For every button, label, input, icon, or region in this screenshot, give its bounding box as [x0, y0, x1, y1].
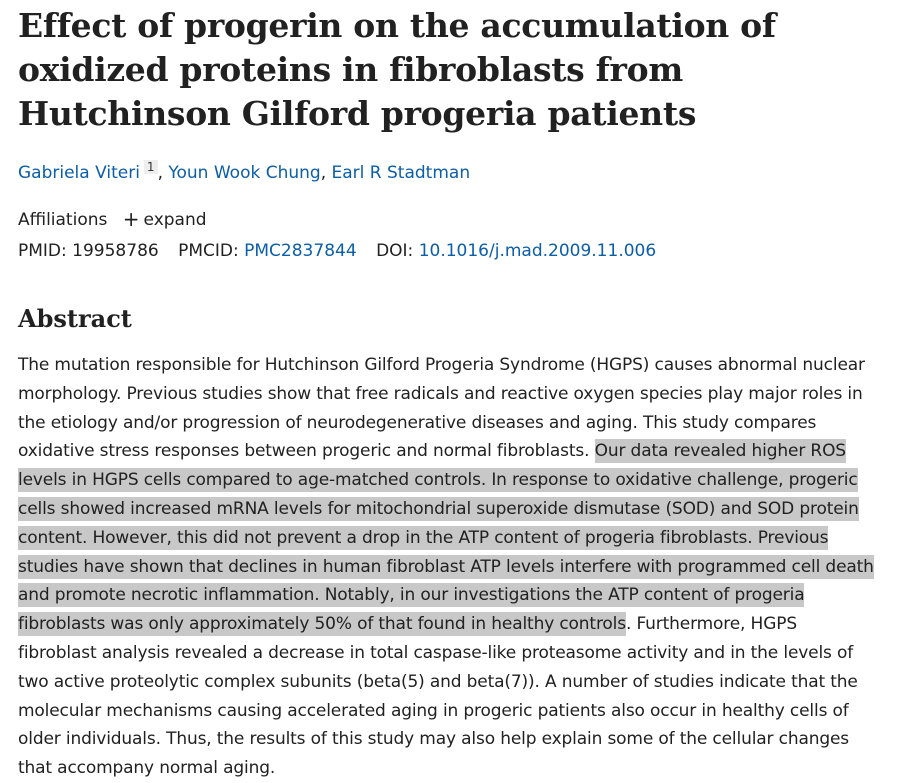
author-separator: ,: [157, 163, 169, 183]
author-link-youn-wook-chung[interactable]: Youn Wook Chung: [168, 163, 321, 183]
doi-label: DOI:: [376, 241, 414, 261]
pmid-label: PMID:: [18, 241, 67, 261]
pmid-value: 19958786: [72, 241, 159, 261]
author-link-earl-r-stadtman[interactable]: Earl R Stadtman: [331, 163, 471, 183]
author-list: [18, 160, 470, 186]
abstract-highlighted-selection: Our data revealed higher ROS levels in HGPS cells compared to age-matched controls. In response to oxidative challenge, progeric cells showed increased mRNA levels for mitochondrial superoxide dismutase (SOD) and SOD protein content. However, this did not prevent a drop in the ATP content of progeria fibroblasts. Previous studies have shown that declines in human fibroblast ATP levels interfere with programmed cell death and promote necrotic inflammation. Notably, in our investigations the ATP content of progeria fibroblasts was only approximately 50% of that found in healthy controls: [18, 441, 874, 635]
affiliations-label: Affiliations: [18, 210, 108, 230]
author-link-gabriela-viteri[interactable]: Gabriela Viteri: [18, 163, 140, 183]
affiliations-expand-button[interactable]: [122, 207, 207, 231]
pmid-group: [18, 241, 159, 261]
article-title: Effect of progerin on the accumulation of oxidized proteins in fibroblasts from Hutchinson Gilford progeria patients: [18, 6, 776, 133]
abstract-text-conclusion: . Furthermore, HGPS fibroblast analysis revealed a decrease in total caspase-like proteasome activity and in the levels of two active proteolytic complex subunits (beta(5) and beta(7)). A number of studies indicate that the molecular mechanisms causing accelerated aging in progeric patients also occur in healthy cells of older individuals. Thus, the results of this study may also help explain some of the cellular changes that accompany normal aging.: [18, 614, 858, 779]
pmcid-link[interactable]: PMC2837844: [244, 241, 357, 261]
abstract-text: [18, 351, 880, 783]
identifiers-row: [18, 238, 670, 264]
affiliations-row: [18, 206, 207, 233]
pmcid-label: PMCID:: [178, 241, 239, 261]
pmcid-group: [178, 241, 357, 261]
expand-label: expand: [143, 210, 207, 230]
abstract-text-intro: The mutation responsible for Hutchinson Gilford Progeria Syndrome (HGPS) causes abnormal nuclear morphology. Previous studies show that free radicals and reactive oxygen species play major roles in the etiology and/or progression of neurodegenerative diseases and aging. This study compares oxidative stress responses between progeric and normal fibroblasts.: [18, 355, 865, 462]
author-separator: ,: [320, 163, 332, 183]
doi-link[interactable]: 10.1016/j.mad.2009.11.006: [418, 241, 657, 261]
affiliation-marker[interactable]: 1: [144, 160, 158, 174]
abstract-heading: Abstract: [18, 304, 132, 333]
plus-icon: +: [122, 207, 140, 231]
doi-group: [376, 241, 656, 261]
